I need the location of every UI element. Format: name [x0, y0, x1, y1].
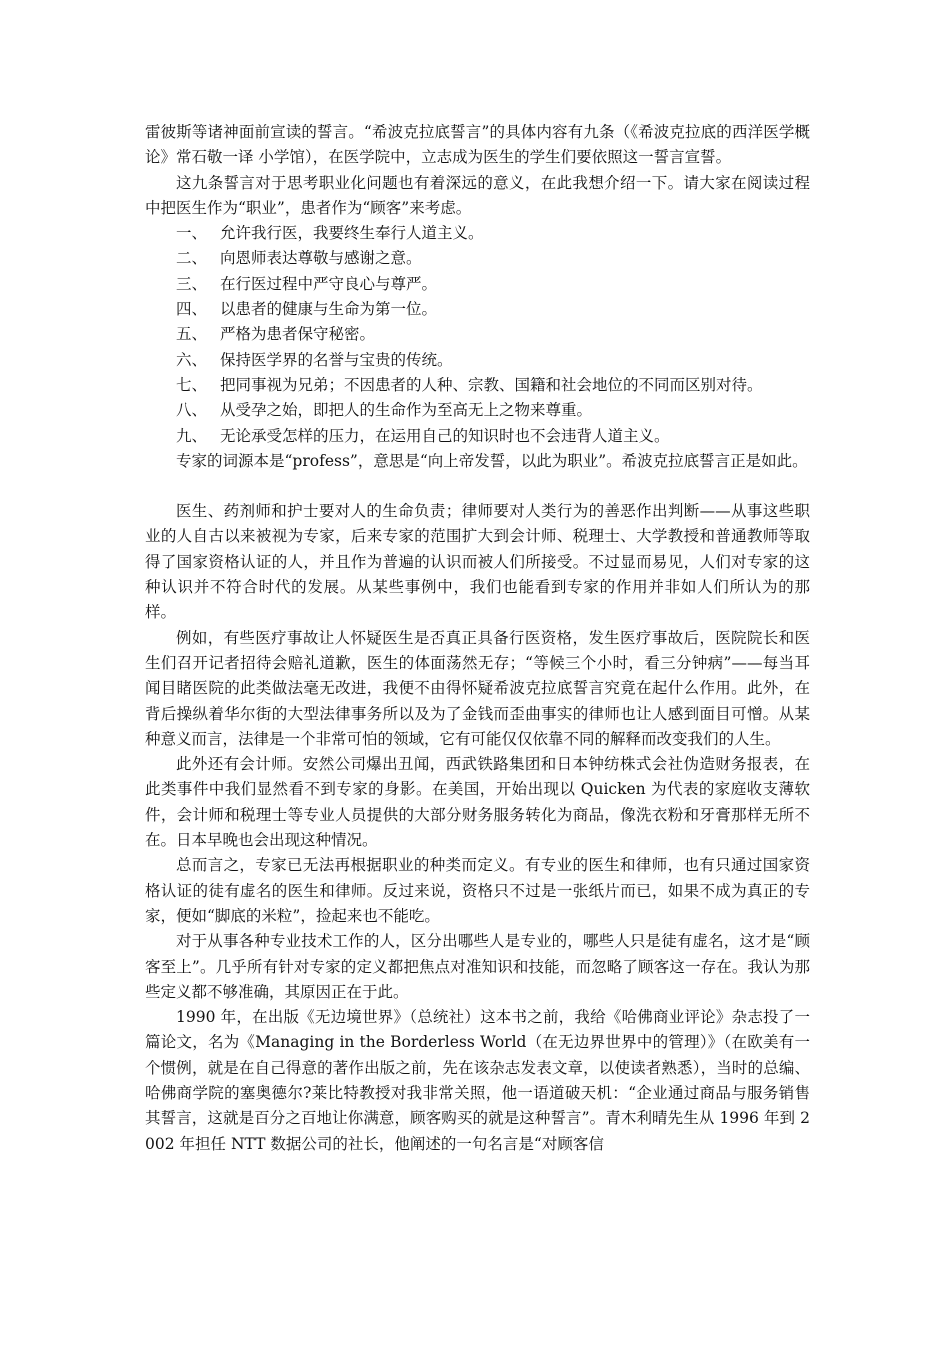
oath-item-number: 一、: [176, 224, 208, 243]
oath-item-text: 从受孕之始，即把人的生命作为至高无上之物来尊重。: [220, 401, 593, 420]
oath-item: [145, 297, 810, 322]
oath-item: [145, 424, 810, 449]
oath-item-number: 五、: [176, 325, 208, 344]
paragraph-customer-first: 对于从事各种专业技术工作的人，区分出哪些人是专业的，哪些人只是徒有虚名，这才是“顾客至上”。几乎所有针对专家的定义都把焦点对准知识和技能，而忽略了顾客这一存在。我认为那些定义都不够准确，其原因正在于此。: [145, 932, 810, 1001]
oath-item-text: 在行医过程中严守良心与尊严。: [220, 274, 438, 293]
paragraph-profess-etymology: 专家的词源本是“profess”，意思是“向上帝发誓，以此为职业”。希波克拉底誓言正是如此。: [176, 451, 808, 470]
oath-item: [145, 322, 810, 347]
oath-item-number: 四、: [176, 300, 208, 319]
paragraph-oath-intro: 雷彼斯等诸神面前宣读的誓言。“希波克拉底誓言”的具体内容有九条（《希波克拉底的西洋医学概论》常石敬一译 小学馆），在医学院中，立志成为医生的学生们要依照这一誓言宣誓。: [145, 123, 810, 167]
oath-item: [145, 348, 810, 373]
paragraph-oath-significance: 这九条誓言对于思考职业化问题也有着深远的意义，在此我想介绍一下。请大家在阅读过程中把医生作为“职业”，患者作为“顾客”来考虑。: [145, 173, 810, 217]
oath-item-text: 允许我行医，我要终生奉行人道主义。: [220, 224, 484, 243]
oath-item: [145, 221, 810, 246]
oath-item-number: 九、: [176, 426, 208, 445]
oath-item: [145, 398, 810, 423]
oath-item-text: 把同事视为兄弟；不因患者的人种、宗教、国籍和社会地位的不同而区别对待。: [220, 375, 763, 394]
paragraph-1990-hbr: 1990 年，在出版《无边境世界》（总统社）这本书之前，我给《哈佛商业评论》杂志投了一篇论文，名为《Managing in the Borderless World（在无边界世界中的管理）》（在欧美有一个惯例，就是在自己得意的著作出版之前，先在该杂志发表文章，以使读者熟悉），当时的总编、哈佛商学院的塞奥德尔?莱比特教授对我非常关照，他一语道破天机：“企业通过商品与服务销售其誓言，这就是百分之百地让你满意，顾客购买的就是这种誓言”。青木利晴先生从 1996 年到 2002 年担任 NTT 数据公司的社长，他阐述的一句名言是“对顾客信: [145, 1008, 810, 1153]
oath-item-number: 二、: [176, 249, 208, 268]
oath-item-text: 无论承受怎样的压力，在运用自己的知识时也不会违背人道主义。: [220, 426, 670, 445]
paragraph-professions: 医生、药剂师和护士要对人的生命负责；律师要对人类行为的善恶作出判断——从事这些职业的人自古以来被视为专家，后来专家的范围扩大到会计师、税理士、大学教授和普通教师等取得了国家资格认证的人，并且作为普遍的认识而被人们所接受。不过显而易见，人们对专家的这种认识并不符合时代的发展。从某些事例中，我们也能看到专家的作用并非如人们所认为的那样。: [145, 502, 810, 622]
paragraph-medical-legal: 例如，有些医疗事故让人怀疑医生是否真正具备行医资格，发生医疗事故后，医院院长和医生们召开记者招待会赔礼道歉，医生的体面荡然无存；“等候三个小时，看三分钟病”——每当耳闻目睹医院的此类做法毫无改进，我便不由得怀疑希波克拉底誓言究竟在起什么作用。此外，在背后操纵着华尔街的大型法律事务所以及为了金钱而歪曲事实的律师也让人感到面目可憎。从某种意义而言，法律是一个非常可怕的领域，它有可能仅仅依靠不同的解释而改变我们的人生。: [145, 628, 810, 748]
oath-item-text: 向恩师表达尊敬与感谢之意。: [220, 249, 422, 268]
document-page: [145, 120, 810, 1157]
oath-item-number: 八、: [176, 401, 208, 420]
oath-item-number: 六、: [176, 350, 208, 369]
oath-list: [145, 221, 810, 449]
oath-item-number: 三、: [176, 274, 208, 293]
paragraph-accountants: 此外还有会计师。安然公司爆出丑闻，西武铁路集团和日本钟纺株式会社伪造财务报表，在此类事件中我们显然看不到专家的身影。在美国，开始出现以 Quicken 为代表的家庭收支薄软件，会计师和税理士等专业人员提供的大部分财务服务转化为商品，像洗衣粉和牙膏那样无所不在。日本早晚也会出现这种情况。: [145, 755, 810, 850]
oath-item-text: 以患者的健康与生命为第一位。: [220, 300, 438, 319]
oath-item-text: 保持医学界的名誉与宝贵的传统。: [220, 350, 453, 369]
oath-item-text: 严格为患者保守秘密。: [220, 325, 376, 344]
oath-item: [145, 373, 810, 398]
oath-item: [145, 246, 810, 271]
section-gap: [145, 474, 810, 499]
paragraph-summary: 总而言之，专家已无法再根据职业的种类而定义。有专业的医生和律师，也有只通过国家资格认证的徒有虚名的医生和律师。反过来说，资格只不过是一张纸片而已，如果不成为真正的专家，便如“脚底的米粒”，捡起来也不能吃。: [145, 856, 810, 925]
oath-item: [145, 272, 810, 297]
oath-item-number: 七、: [176, 375, 208, 394]
